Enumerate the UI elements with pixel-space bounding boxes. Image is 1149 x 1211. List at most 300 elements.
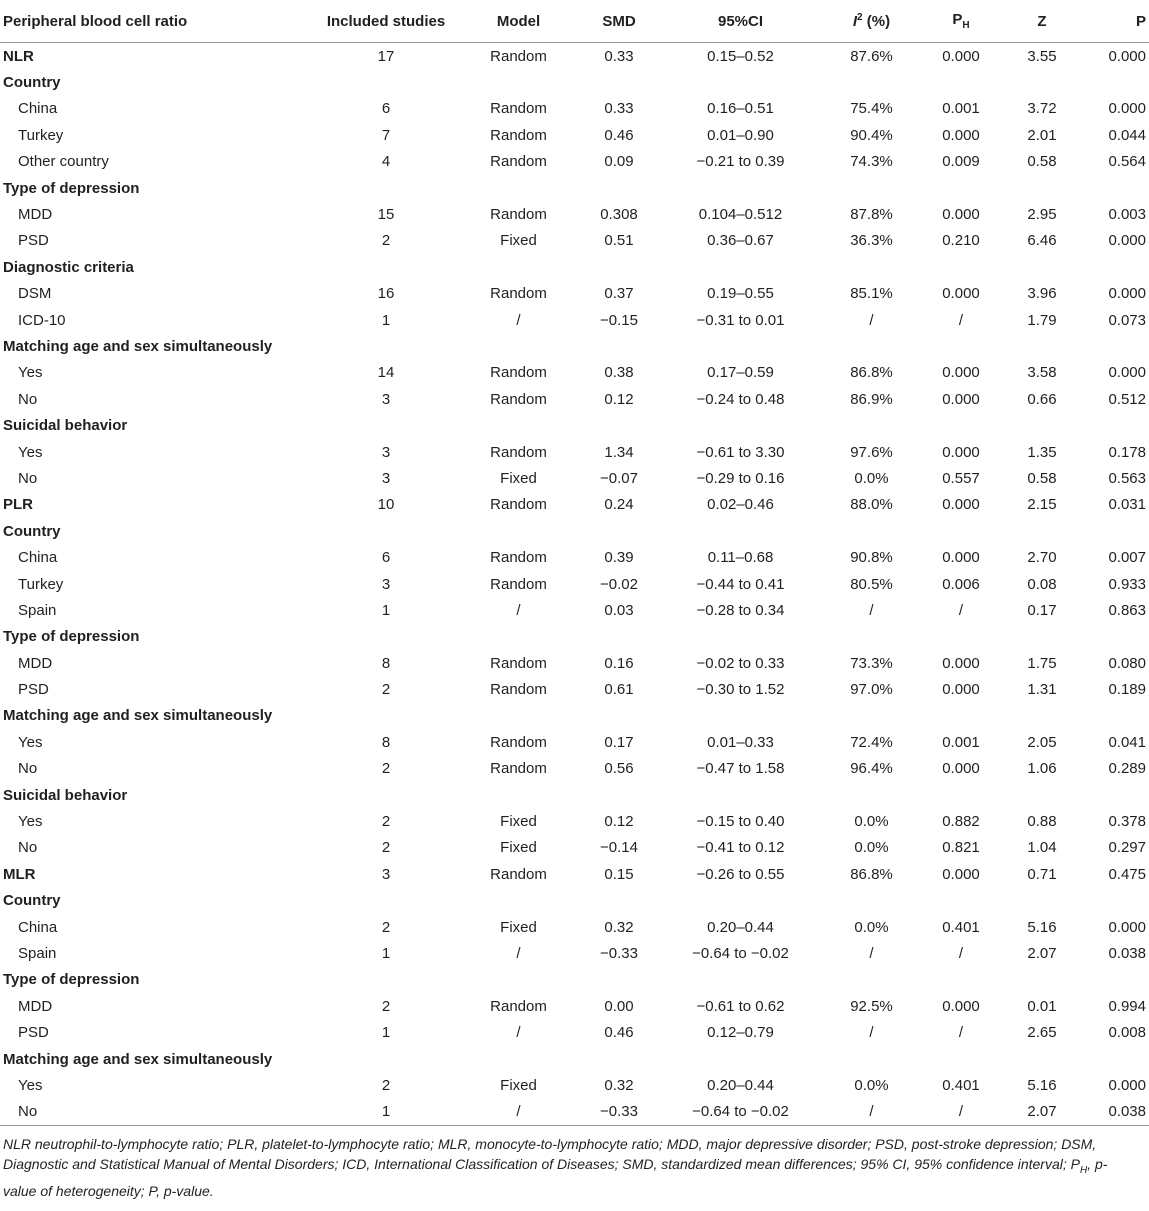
row-label-cell: Suicidal behavior bbox=[3, 417, 128, 435]
table-row bbox=[0, 597, 1149, 623]
value-cell bbox=[924, 412, 998, 438]
value-cell bbox=[311, 1046, 461, 1072]
value-cell: 0.308 bbox=[600, 206, 638, 224]
value-cell bbox=[662, 624, 819, 650]
value-cell: 0.00 bbox=[604, 997, 634, 1015]
value-cell: 0.401 bbox=[942, 918, 980, 936]
group-row bbox=[0, 43, 1149, 70]
value-cell: / bbox=[516, 311, 521, 329]
ph-letter: P bbox=[952, 11, 963, 28]
value-cell: Random bbox=[490, 575, 547, 593]
value-cell: 0.000 bbox=[942, 865, 980, 883]
value-cell bbox=[924, 254, 998, 280]
value-cell: 0.0% bbox=[854, 469, 889, 487]
value-cell: 0.46 bbox=[604, 1024, 634, 1042]
value-cell bbox=[311, 333, 461, 359]
value-cell bbox=[461, 254, 576, 280]
row-label-cell: MDD bbox=[18, 997, 53, 1015]
section-header-row bbox=[0, 782, 1149, 808]
value-cell bbox=[311, 518, 461, 544]
value-cell bbox=[998, 69, 1086, 95]
row-label-cell: No bbox=[18, 469, 38, 487]
table-row bbox=[0, 149, 1149, 175]
value-cell bbox=[311, 703, 461, 729]
value-cell: 0.12–0.79 bbox=[707, 1024, 774, 1042]
value-cell: 85.1% bbox=[850, 285, 893, 303]
value-cell: −0.44 to 0.41 bbox=[696, 575, 785, 593]
value-cell: 0.000 bbox=[942, 206, 980, 224]
value-cell: / bbox=[958, 601, 964, 619]
value-cell: Random bbox=[490, 100, 547, 118]
value-cell bbox=[1086, 967, 1149, 993]
value-cell bbox=[819, 782, 924, 808]
value-cell: 2.07 bbox=[1027, 944, 1057, 962]
value-cell bbox=[1086, 703, 1149, 729]
value-cell: / bbox=[516, 601, 521, 619]
row-label-cell: PLR bbox=[3, 496, 33, 514]
section-header-row bbox=[0, 518, 1149, 544]
table-row bbox=[0, 122, 1149, 148]
value-cell: 6.46 bbox=[1027, 232, 1057, 250]
value-cell bbox=[1086, 888, 1149, 914]
value-cell: 2 bbox=[381, 760, 391, 778]
value-cell: −0.07 bbox=[600, 469, 638, 487]
value-cell bbox=[311, 782, 461, 808]
value-cell bbox=[1086, 412, 1149, 438]
value-cell: 2 bbox=[381, 1076, 391, 1094]
value-cell: 0.20–0.44 bbox=[707, 1076, 774, 1094]
value-cell: Random bbox=[490, 126, 547, 144]
value-cell: 0.61 bbox=[604, 681, 634, 699]
row-label-cell: China bbox=[18, 918, 58, 936]
value-cell bbox=[576, 624, 662, 650]
value-cell: 8 bbox=[381, 654, 391, 672]
row-label-cell: Yes bbox=[18, 443, 43, 461]
row-label-cell: Type of depression bbox=[3, 971, 140, 989]
value-cell bbox=[924, 175, 998, 201]
value-cell bbox=[1086, 1046, 1149, 1072]
value-cell bbox=[576, 967, 662, 993]
value-cell: / bbox=[516, 944, 521, 962]
value-cell: 0.080 bbox=[1108, 654, 1146, 672]
value-cell bbox=[662, 254, 819, 280]
value-cell: −0.30 to 1.52 bbox=[696, 681, 785, 699]
col-header-i2 bbox=[819, 0, 924, 43]
value-cell: −0.14 bbox=[600, 839, 638, 857]
value-cell: 0.33 bbox=[604, 100, 634, 118]
table-row bbox=[0, 544, 1149, 570]
value-cell bbox=[461, 412, 576, 438]
value-cell bbox=[576, 254, 662, 280]
col-header-smd: SMD bbox=[576, 0, 662, 43]
value-cell bbox=[576, 782, 662, 808]
value-cell: Random bbox=[490, 654, 547, 672]
footnote-text-end: , p-value of heterogeneity; P, p-value. bbox=[3, 1156, 1108, 1199]
value-cell: / bbox=[869, 311, 874, 329]
value-cell: 2 bbox=[381, 918, 391, 936]
value-cell bbox=[576, 412, 662, 438]
value-cell: 3.96 bbox=[1027, 285, 1057, 303]
value-cell bbox=[998, 888, 1086, 914]
value-cell: 0.38 bbox=[604, 364, 634, 382]
section-header-row bbox=[0, 703, 1149, 729]
value-cell: 0.564 bbox=[1108, 153, 1146, 171]
value-cell: / bbox=[958, 1024, 964, 1042]
value-cell: 0.000 bbox=[942, 681, 980, 699]
section-header-row bbox=[0, 333, 1149, 359]
value-cell bbox=[998, 175, 1086, 201]
table-row bbox=[0, 729, 1149, 755]
row-label-cell: Country bbox=[3, 74, 61, 92]
value-cell: 0.007 bbox=[1108, 549, 1146, 567]
value-cell: 0.001 bbox=[942, 100, 980, 118]
value-cell: 1.35 bbox=[1027, 443, 1057, 461]
value-cell: 0.000 bbox=[942, 760, 980, 778]
value-cell: Random bbox=[490, 865, 547, 883]
value-cell: 3 bbox=[381, 469, 391, 487]
value-cell bbox=[924, 518, 998, 544]
value-cell bbox=[819, 254, 924, 280]
value-cell bbox=[662, 967, 819, 993]
value-cell: 97.0% bbox=[850, 681, 893, 699]
row-label-cell: Yes bbox=[18, 1076, 43, 1094]
value-cell: Fixed bbox=[500, 232, 537, 250]
value-cell: Fixed bbox=[500, 839, 537, 857]
value-cell: 0.08 bbox=[1027, 575, 1057, 593]
value-cell: 0.000 bbox=[942, 997, 980, 1015]
value-cell: 2.95 bbox=[1027, 206, 1057, 224]
row-label-cell: No bbox=[18, 760, 38, 778]
row-label-cell: Suicidal behavior bbox=[3, 786, 128, 804]
value-cell: Random bbox=[490, 997, 547, 1015]
value-cell: −0.29 to 0.16 bbox=[696, 469, 785, 487]
value-cell: 3.55 bbox=[1027, 47, 1057, 65]
value-cell bbox=[1086, 254, 1149, 280]
value-cell bbox=[924, 1046, 998, 1072]
row-label-cell: PSD bbox=[18, 681, 49, 699]
value-cell bbox=[461, 888, 576, 914]
value-cell: −0.02 bbox=[600, 575, 638, 593]
value-cell: 0.378 bbox=[1108, 813, 1146, 831]
value-cell: / bbox=[958, 944, 964, 962]
value-cell bbox=[819, 1046, 924, 1072]
value-cell: 0.000 bbox=[1108, 285, 1146, 303]
value-cell: 90.8% bbox=[850, 549, 893, 567]
value-cell: 0.11–0.68 bbox=[707, 549, 774, 567]
value-cell: 0.58 bbox=[1027, 153, 1057, 171]
i2-letter: I bbox=[852, 13, 858, 30]
value-cell: 92.5% bbox=[850, 997, 893, 1015]
table-row bbox=[0, 465, 1149, 491]
value-cell bbox=[819, 69, 924, 95]
value-cell bbox=[662, 518, 819, 544]
value-cell: 75.4% bbox=[850, 100, 893, 118]
value-cell: Random bbox=[490, 206, 547, 224]
value-cell: 0.821 bbox=[942, 839, 980, 857]
value-cell: Random bbox=[490, 549, 547, 567]
value-cell bbox=[311, 888, 461, 914]
value-cell: 0.16 bbox=[604, 654, 634, 672]
row-label-cell: Turkey bbox=[18, 575, 64, 593]
value-cell: Random bbox=[490, 47, 547, 65]
value-cell: 0.56 bbox=[604, 760, 634, 778]
value-cell: 2.01 bbox=[1027, 126, 1057, 144]
value-cell bbox=[311, 412, 461, 438]
value-cell: 2.05 bbox=[1027, 733, 1057, 751]
value-cell: −0.61 to 0.62 bbox=[696, 997, 785, 1015]
value-cell: 1 bbox=[381, 1024, 391, 1042]
row-label-cell: PSD bbox=[18, 1024, 49, 1042]
value-cell bbox=[461, 703, 576, 729]
value-cell bbox=[924, 333, 998, 359]
table-row bbox=[0, 808, 1149, 834]
row-label-cell: Country bbox=[3, 522, 61, 540]
value-cell: 0.210 bbox=[942, 232, 980, 250]
value-cell: −0.64 to −0.02 bbox=[662, 1099, 819, 1126]
value-cell bbox=[998, 518, 1086, 544]
i2-superscript: 2 bbox=[857, 12, 863, 23]
value-cell: 0.000 bbox=[942, 443, 980, 461]
value-cell: 0.000 bbox=[1108, 364, 1146, 382]
row-label-cell: Matching age and sex simultaneously bbox=[3, 1050, 273, 1068]
value-cell: 0.038 bbox=[1108, 944, 1146, 962]
value-cell: 0.000 bbox=[942, 549, 980, 567]
value-cell bbox=[461, 782, 576, 808]
value-cell: 0.006 bbox=[942, 575, 980, 593]
value-cell: 3 bbox=[381, 575, 391, 593]
value-cell: −0.47 to 1.58 bbox=[696, 760, 785, 778]
value-cell: 2 bbox=[381, 839, 391, 857]
value-cell bbox=[662, 1046, 819, 1072]
row-label-cell: Spain bbox=[18, 944, 57, 962]
value-cell bbox=[461, 69, 576, 95]
value-cell: 0.000 bbox=[942, 496, 980, 514]
value-cell: 0.12 bbox=[604, 390, 634, 408]
value-cell bbox=[924, 69, 998, 95]
section-header-row bbox=[0, 967, 1149, 993]
value-cell: −0.33 bbox=[576, 1099, 662, 1126]
value-cell: Random bbox=[490, 443, 547, 461]
value-cell: 0.0% bbox=[854, 1076, 889, 1094]
value-cell: 0.038 bbox=[1086, 1099, 1149, 1126]
value-cell: 74.3% bbox=[850, 153, 893, 171]
value-cell: 0.15–0.52 bbox=[707, 47, 774, 65]
value-cell: 0.0% bbox=[854, 918, 889, 936]
value-cell: 0.000 bbox=[1108, 232, 1146, 250]
value-cell: 0.09 bbox=[604, 153, 634, 171]
value-cell: Fixed bbox=[500, 918, 537, 936]
value-cell: 0.000 bbox=[942, 126, 980, 144]
value-cell: / bbox=[461, 1099, 576, 1126]
value-cell: Fixed bbox=[500, 1076, 537, 1094]
value-cell: 0.24 bbox=[604, 496, 634, 514]
value-cell: 1.79 bbox=[1027, 311, 1057, 329]
value-cell: 96.4% bbox=[850, 760, 893, 778]
value-cell bbox=[576, 703, 662, 729]
value-cell: 0.02–0.46 bbox=[707, 496, 774, 514]
value-cell: 0.17–0.59 bbox=[707, 364, 774, 382]
value-cell: 2 bbox=[381, 232, 391, 250]
value-cell: 0.0% bbox=[854, 813, 889, 831]
value-cell: 2.65 bbox=[1027, 1024, 1057, 1042]
value-cell bbox=[819, 518, 924, 544]
value-cell: Random bbox=[490, 760, 547, 778]
value-cell: 8 bbox=[381, 733, 391, 751]
value-cell: Random bbox=[490, 364, 547, 382]
value-cell: 1 bbox=[381, 944, 391, 962]
value-cell: 0.46 bbox=[604, 126, 634, 144]
value-cell: 0.39 bbox=[604, 549, 634, 567]
value-cell: 0.17 bbox=[1027, 601, 1057, 619]
section-header-row bbox=[0, 69, 1149, 95]
table-row bbox=[0, 993, 1149, 1019]
value-cell: 0.01–0.33 bbox=[707, 733, 774, 751]
value-cell: −0.24 to 0.48 bbox=[696, 390, 785, 408]
row-label-cell: No bbox=[0, 1099, 311, 1126]
table-row bbox=[0, 835, 1149, 861]
table-row bbox=[0, 1019, 1149, 1045]
value-cell bbox=[819, 624, 924, 650]
value-cell: 2.70 bbox=[1027, 549, 1057, 567]
value-cell: 0.933 bbox=[1108, 575, 1146, 593]
value-cell: 0.01 bbox=[1027, 997, 1057, 1015]
section-header-row bbox=[0, 888, 1149, 914]
value-cell: / bbox=[869, 944, 874, 962]
value-cell: 0.17 bbox=[604, 733, 634, 751]
value-cell: 3.72 bbox=[1027, 100, 1057, 118]
value-cell: Random bbox=[490, 496, 547, 514]
value-cell: 0.000 bbox=[1108, 918, 1146, 936]
value-cell: 2 bbox=[381, 813, 391, 831]
value-cell bbox=[461, 624, 576, 650]
table-row bbox=[0, 281, 1149, 307]
value-cell bbox=[998, 624, 1086, 650]
row-label-cell: Turkey bbox=[18, 126, 64, 144]
row-label-cell: ICD-10 bbox=[18, 311, 66, 329]
row-label-cell: Type of depression bbox=[3, 179, 140, 197]
value-cell: / bbox=[958, 311, 964, 329]
value-cell: 1.34 bbox=[604, 443, 634, 461]
row-label-cell: MLR bbox=[3, 865, 36, 883]
value-cell bbox=[998, 333, 1086, 359]
value-cell: 90.4% bbox=[850, 126, 893, 144]
value-cell bbox=[1086, 69, 1149, 95]
value-cell: 0.000 bbox=[942, 47, 980, 65]
row-label-cell: MDD bbox=[18, 654, 53, 672]
value-cell bbox=[924, 967, 998, 993]
value-cell: 0.000 bbox=[1108, 100, 1146, 118]
table-row bbox=[0, 940, 1149, 966]
value-cell: 1 bbox=[381, 311, 391, 329]
value-cell bbox=[998, 1046, 1086, 1072]
value-cell: Random bbox=[490, 681, 547, 699]
value-cell: 0.000 bbox=[942, 654, 980, 672]
value-cell bbox=[998, 782, 1086, 808]
value-cell: 6 bbox=[381, 100, 391, 118]
value-cell: 0.16–0.51 bbox=[707, 100, 774, 118]
value-cell: 0.000 bbox=[942, 285, 980, 303]
row-label-cell: Diagnostic criteria bbox=[3, 258, 134, 276]
row-label-cell: China bbox=[18, 100, 58, 118]
value-cell: Fixed bbox=[500, 813, 537, 831]
value-cell: −0.41 to 0.12 bbox=[696, 839, 785, 857]
value-cell: 0.001 bbox=[942, 733, 980, 751]
value-cell: 0.994 bbox=[1108, 997, 1146, 1015]
value-cell bbox=[662, 69, 819, 95]
value-cell bbox=[819, 888, 924, 914]
value-cell: 16 bbox=[377, 285, 395, 303]
row-label-cell: PSD bbox=[18, 232, 49, 250]
row-label-cell: Yes bbox=[18, 733, 43, 751]
value-cell bbox=[576, 333, 662, 359]
value-cell: 87.6% bbox=[850, 47, 893, 65]
value-cell: 17 bbox=[377, 47, 395, 65]
value-cell: 0.32 bbox=[604, 1076, 634, 1094]
value-cell: 2.15 bbox=[1027, 496, 1057, 514]
value-cell: 0.88 bbox=[1027, 813, 1057, 831]
table-row bbox=[0, 1099, 1149, 1126]
table-row bbox=[0, 201, 1149, 227]
value-cell bbox=[662, 175, 819, 201]
row-label-cell: Matching age and sex simultaneously bbox=[3, 337, 273, 355]
value-cell: 4 bbox=[381, 153, 391, 171]
value-cell bbox=[924, 703, 998, 729]
value-cell: 97.6% bbox=[850, 443, 893, 461]
value-cell bbox=[819, 703, 924, 729]
value-cell: Fixed bbox=[500, 469, 537, 487]
value-cell bbox=[819, 412, 924, 438]
row-label-cell: Yes bbox=[18, 364, 43, 382]
value-cell: −0.02 to 0.33 bbox=[696, 654, 785, 672]
value-cell: Random bbox=[490, 285, 547, 303]
value-cell: 73.3% bbox=[850, 654, 893, 672]
table-row bbox=[0, 571, 1149, 597]
value-cell: 0.15 bbox=[604, 865, 634, 883]
table-footnote bbox=[0, 1126, 1143, 1201]
value-cell bbox=[819, 967, 924, 993]
value-cell bbox=[662, 888, 819, 914]
row-label-cell: Spain bbox=[18, 601, 57, 619]
value-cell: 0.882 bbox=[942, 813, 980, 831]
value-cell bbox=[998, 703, 1086, 729]
value-cell bbox=[461, 1046, 576, 1072]
table-row bbox=[0, 676, 1149, 702]
value-cell bbox=[1086, 175, 1149, 201]
value-cell bbox=[461, 333, 576, 359]
table-row bbox=[0, 1072, 1149, 1098]
value-cell: 5.16 bbox=[1027, 918, 1057, 936]
table-row bbox=[0, 650, 1149, 676]
table-row bbox=[0, 386, 1149, 412]
value-cell bbox=[461, 175, 576, 201]
value-cell: 0.58 bbox=[1027, 469, 1057, 487]
row-label-cell: DSM bbox=[18, 285, 52, 303]
value-cell: 86.8% bbox=[850, 865, 893, 883]
row-label-cell: Type of depression bbox=[3, 628, 140, 646]
table-row bbox=[0, 360, 1149, 386]
value-cell: Random bbox=[490, 733, 547, 751]
value-cell: 0.289 bbox=[1108, 760, 1146, 778]
value-cell: 0.01–0.90 bbox=[707, 126, 774, 144]
value-cell: 0.044 bbox=[1108, 126, 1146, 144]
footnote-subscript: H bbox=[1079, 1164, 1088, 1176]
footnote-text: NLR neutrophil-to-lymphocyte ratio; PLR, platelet-to-lymphocyte ratio; MLR, monocyte-to-lymphocyte ratio; MDD, major depressive disorder; PSD, post-stroke depression; DSM, Diagnostic and Statistical Manual of Mental Disorders; ICD, International Classification of Diseases; SMD, standardized mean differences; 95% CI, 95% confidence interval; P bbox=[3, 1136, 1097, 1173]
value-cell: 3 bbox=[381, 443, 391, 461]
value-cell: 3 bbox=[381, 390, 391, 408]
table-row bbox=[0, 228, 1149, 254]
col-header-model: Model bbox=[461, 0, 576, 43]
value-cell bbox=[1086, 782, 1149, 808]
